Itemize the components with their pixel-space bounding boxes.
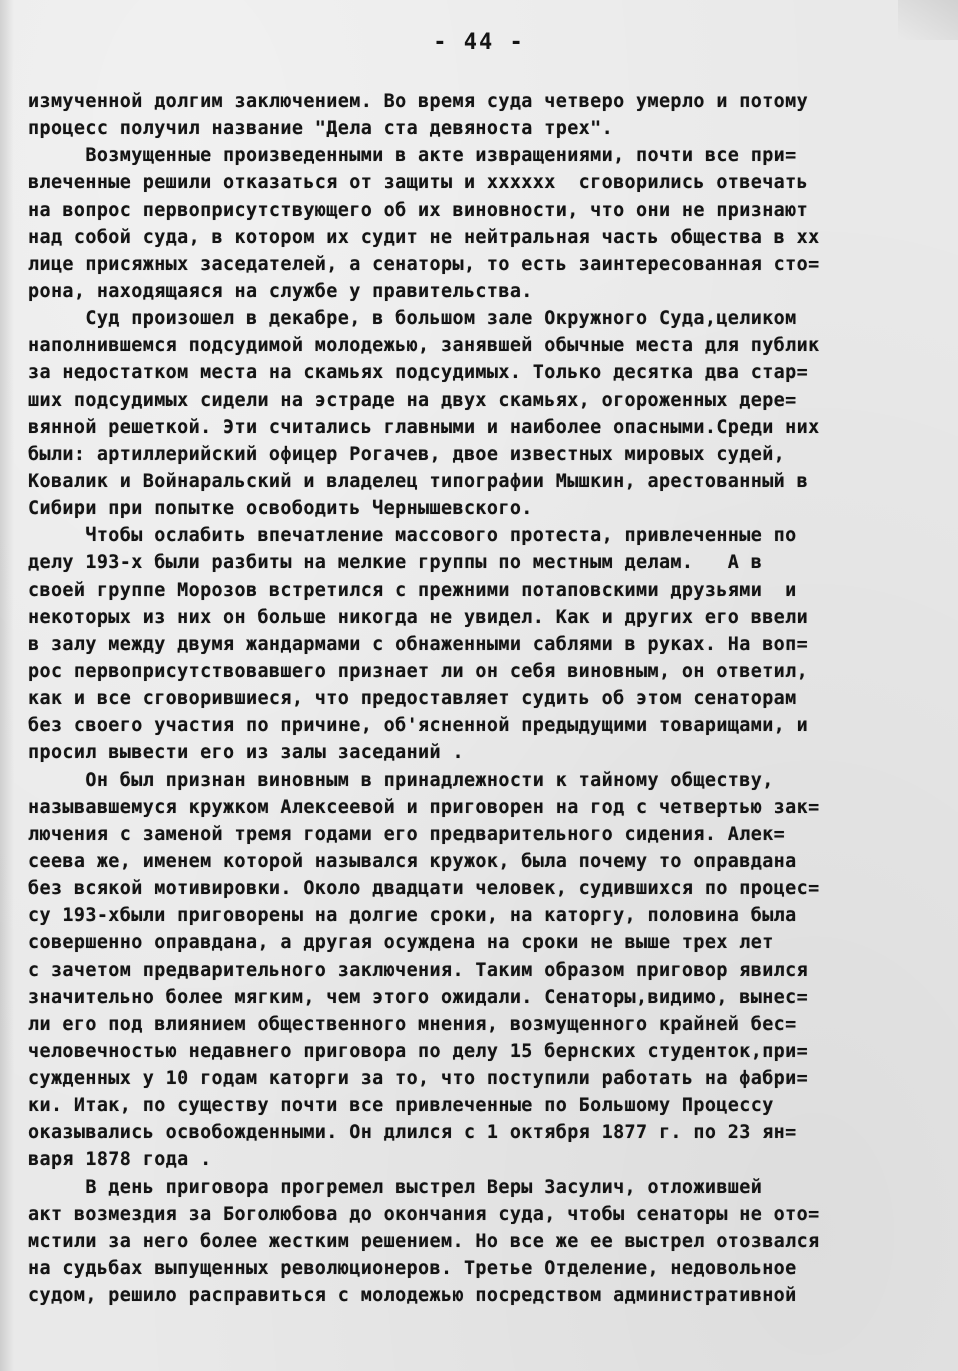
text-line: называвшемуся кружком Алексеевой и приговорен на год с четвертью зак= <box>28 796 820 818</box>
text-line: за недостатком места на скамьях подсудимых. Только десятка два стар= <box>28 362 809 384</box>
text-line: некоторых из них он больше никогда не увидел. Как и других его ввели <box>28 606 809 628</box>
text-line: без своего участия по причине, об'ясненной предыдущими товарищами, и <box>28 715 809 737</box>
scan-edge-shadow <box>0 0 14 1371</box>
text-line: Суд произошел в декабре, в большом зале Окружного Суда,целиком <box>28 308 797 330</box>
text-line: ших подсудимых сидели на эстраде на двух скамьях, огороженных дере= <box>28 389 797 411</box>
text-line: человечностью недавнего приговора по делу 15 бернских студенток,при= <box>28 1040 809 1062</box>
text-line: просил вывести его из залы заседаний . <box>28 742 464 764</box>
text-line: на вопрос первоприсутствующего об их виновности, что они не признают <box>28 199 809 221</box>
text-line: лючения с заменой тремя годами его предварительного сидения. Алек= <box>28 823 786 845</box>
text-line: делу 193-х были разбиты на мелкие группы по местным делам. А в <box>28 552 763 574</box>
text-line: лице присяжных заседателей, а сенаторы, то есть заинтересованная сто= <box>28 253 820 275</box>
text-line: рос первоприсутствовавшего признает ли он себя виновным, он ответил, <box>28 660 809 682</box>
text-line: мстили за него более жестким решением. Но все же ее выстрел отозвался <box>28 1230 820 1252</box>
text-line: процесс получил название "Дела ста девяноста трех". <box>28 118 614 140</box>
text-line: были: артиллерийский офицер Рогачев, двое известных мировых судей, <box>28 443 786 465</box>
text-line: В день приговора прогремел выстрел Веры Засулич, отложившей <box>28 1176 763 1198</box>
text-line: Возмущенные произведенными в акте извращениями, почти все при= <box>28 145 797 167</box>
text-line: Ковалик и Войнаральский и владелец типографии Мышкин, арестованный в <box>28 470 809 492</box>
text-line: измученной долгим заключением. Во время суда четверо умерло и потому <box>28 91 809 112</box>
text-line: в залу между двумя жандармами с обнаженными саблями в руках. На воп= <box>28 633 809 655</box>
text-line: оказывались освобожденными. Он длился с 1 октября 1877 г. по 23 ян= <box>28 1122 797 1144</box>
text-line: су 193-хбыли приговорены на долгие сроки, на каторгу, половина была <box>28 905 797 927</box>
text-line: влеченные решили отказаться от защиты и хххххх сговорились отвечать <box>28 172 809 194</box>
text-line: сеева же, именем которой назывался кружок, была почему то оправдана <box>28 850 797 872</box>
text-line: ли его под влиянием общественного мнения, возмущенного крайней бес= <box>28 1013 797 1035</box>
text-line: с зачетом предварительного заключения. Таким образом приговор явился <box>28 959 809 981</box>
text-line: Он был признан виновным в принадлежности к тайному обществу, <box>28 769 774 791</box>
typewritten-text <box>28 88 938 1309</box>
text-line: акт возмездия за Боголюбова до окончания суда, чтобы сенаторы не ото= <box>28 1203 820 1225</box>
page-number: - 44 - <box>433 30 525 55</box>
text-line: своей группе Морозов встретился с прежними потаповскими друзьями и <box>28 579 797 601</box>
text-line: совершенно оправдана, а другая осуждена на сроки не выше трех лет <box>28 932 774 954</box>
text-line: сужденных у 10 годам каторги за то, что поступили работать на фабри= <box>28 1068 809 1090</box>
text-line: ки. Итак, по существу почти все привлеченные по Большому Процессу <box>28 1095 774 1117</box>
text-line: варя 1878 года . <box>28 1149 212 1171</box>
text-line: вянной решеткой. Эти считались главными и наиболее опасными.Среди них <box>28 416 820 438</box>
text-line: рона, находящаяся на службе у правительства. <box>28 280 533 302</box>
text-line: наполнившемся подсудимой молодежью, занявшей обычные места для публик <box>28 335 820 357</box>
text-line: Сибири при попытке освободить Чернышевского. <box>28 498 533 520</box>
text-line: судом, решило расправиться с молодежью посредством административной <box>28 1285 797 1307</box>
text-line: как и все сговорившиеся, что предоставляет судить об этом сенаторам <box>28 688 797 710</box>
text-line: на судьбах выпущенных революционеров. Третье Отделение, недовольное <box>28 1258 797 1280</box>
text-line: Чтобы ослабить впечатление массового протеста, привлеченные по <box>28 525 797 547</box>
text-line: без всякой мотивировки. Около двадцати человек, судившихся по процес= <box>28 878 820 900</box>
text-line: значительно более мягким, чем этого ожидали. Сенаторы,видимо, вынес= <box>28 986 809 1008</box>
text-line: над собой суда, в котором их судит не нейтральная часть общества в хх <box>28 226 820 248</box>
